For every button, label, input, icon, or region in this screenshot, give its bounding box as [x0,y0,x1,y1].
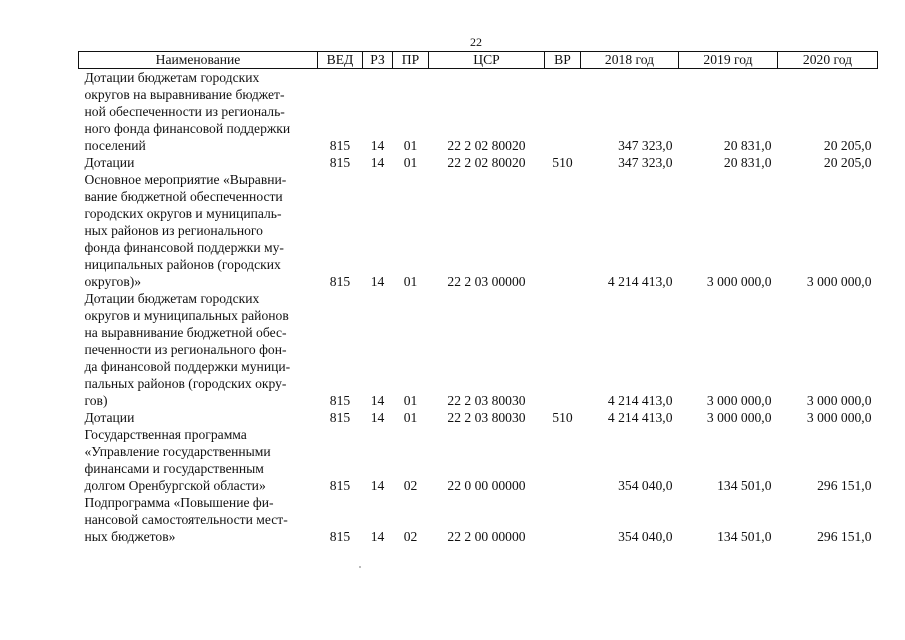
name-line: пальных районов (городских окру- [84,376,287,391]
cell-csr: 22 2 03 80030 [447,410,526,425]
cell-csr: 22 2 03 80030 [447,393,526,408]
cell-ved: 815 [329,138,351,153]
cell-ved: 815 [329,393,351,408]
header-pr: ПР [393,52,429,69]
cell-ved: 815 [329,155,351,170]
cell-name [79,290,318,409]
name-line: нансовой самостоятельности мест- [84,512,288,527]
scan-speck [359,566,361,568]
name-line: Государственная программа [84,427,247,442]
cell-name [79,494,318,545]
cell-name [79,409,318,426]
cell-ved: 815 [329,410,351,425]
cell-rz: 14 [370,138,385,153]
name-line: да финансовой поддержки муници- [84,359,291,374]
table-row [79,171,878,290]
table-header-row [79,52,878,69]
cell-2020: 296 151,0 [817,478,872,493]
cell-2019: 20 831,0 [723,138,772,153]
name-line: округов и муниципальных районов [84,308,289,323]
cell-pr: 02 [403,529,418,544]
cell-rz: 14 [370,410,385,425]
name-line: ного фонда финансовой поддержки [84,121,291,136]
header-vr: ВР [545,52,581,69]
name-line: Подпрограмма «Повышение фи- [84,495,274,510]
cell-2019: 134 501,0 [717,529,772,544]
name-line: округов)» [84,274,142,289]
cell-2019: 134 501,0 [717,478,772,493]
header-rz: РЗ [363,52,393,69]
cell-rz: 14 [370,529,385,544]
cell-ved: 815 [329,274,351,289]
name-line: ной обеспеченности из региональ- [84,104,285,119]
cell-2018: 4 214 413,0 [607,274,673,289]
cell-vr: 510 [552,410,573,425]
name-line: Основное мероприятие «Выравни- [84,172,287,187]
table-row [79,290,878,409]
name-line: ных бюджетов» [84,529,176,544]
cell-rz: 14 [370,155,385,170]
name-line: округов на выравнивание бюджет- [84,87,285,102]
cell-csr: 22 0 00 00000 [447,478,526,493]
cell-pr: 01 [403,138,418,153]
name-line: гов) [84,393,108,408]
table-row [79,426,878,494]
cell-csr: 22 2 00 00000 [447,529,526,544]
cell-csr: 22 2 02 80020 [447,155,526,170]
cell-2020: 3 000 000,0 [806,274,872,289]
cell-vr [545,171,581,290]
cell-2020: 20 205,0 [823,155,872,170]
name-line: на выравнивание бюджетной обес- [84,325,287,340]
name-line: вание бюджетной обеспеченности [84,189,283,204]
table-row [79,154,878,171]
cell-2018: 347 323,0 [618,138,673,153]
cell-pr: 02 [403,478,418,493]
cell-vr [545,426,581,494]
name-line: ных районов из регионального [84,223,263,238]
table-row [79,494,878,545]
cell-2020: 296 151,0 [817,529,872,544]
cell-2020: 3 000 000,0 [806,410,872,425]
name-line: поселений [84,138,146,153]
cell-2019: 3 000 000,0 [706,393,772,408]
cell-vr [545,494,581,545]
cell-rz: 14 [370,274,385,289]
name-line: финансами и государственным [84,461,264,476]
cell-ved: 815 [329,478,351,493]
cell-2018: 354 040,0 [618,478,673,493]
cell-2020: 20 205,0 [823,138,872,153]
cell-rz: 14 [370,478,385,493]
name-line: городских округов и муниципаль- [84,206,282,221]
table-row [79,409,878,426]
cell-2018: 347 323,0 [618,155,673,170]
cell-ved: 815 [329,529,351,544]
header-name: Наименование [79,52,318,69]
name-line: Дотации [84,155,135,170]
header-2020: 2020 год [778,52,878,69]
cell-vr [545,69,581,155]
header-csr: ЦСР [429,52,545,69]
cell-name [79,154,318,171]
cell-csr: 22 2 03 00000 [447,274,526,289]
name-line: Дотации бюджетам городских [84,291,260,306]
cell-rz: 14 [370,393,385,408]
cell-2018: 354 040,0 [618,529,673,544]
cell-pr: 01 [403,393,418,408]
cell-name [79,426,318,494]
cell-2019: 20 831,0 [723,155,772,170]
name-line: «Управление государственными [84,444,271,459]
cell-name [79,69,318,155]
name-line: Дотации [84,410,135,425]
cell-vr: 510 [552,155,573,170]
page-number: 22 [470,35,482,49]
header-ved: ВЕД [318,52,363,69]
table-row [79,69,878,155]
cell-csr: 22 2 02 80020 [447,138,526,153]
name-line: фонда финансовой поддержки му- [84,240,284,255]
header-2019: 2019 год [679,52,778,69]
cell-name [79,171,318,290]
name-line: печенности из регионального фон- [84,342,287,357]
cell-pr: 01 [403,410,418,425]
cell-vr [545,290,581,409]
header-2018: 2018 год [581,52,679,69]
cell-2019: 3 000 000,0 [706,274,772,289]
budget-table [78,51,878,545]
name-line: долгом Оренбургской области» [84,478,266,493]
cell-2019: 3 000 000,0 [706,410,772,425]
cell-pr: 01 [403,155,418,170]
cell-2018: 4 214 413,0 [607,410,673,425]
name-line: Дотации бюджетам городских [84,70,260,85]
table-body [79,69,878,546]
cell-2018: 4 214 413,0 [607,393,673,408]
name-line: ниципальных районов (городских [84,257,281,272]
cell-pr: 01 [403,274,418,289]
cell-2020: 3 000 000,0 [806,393,872,408]
